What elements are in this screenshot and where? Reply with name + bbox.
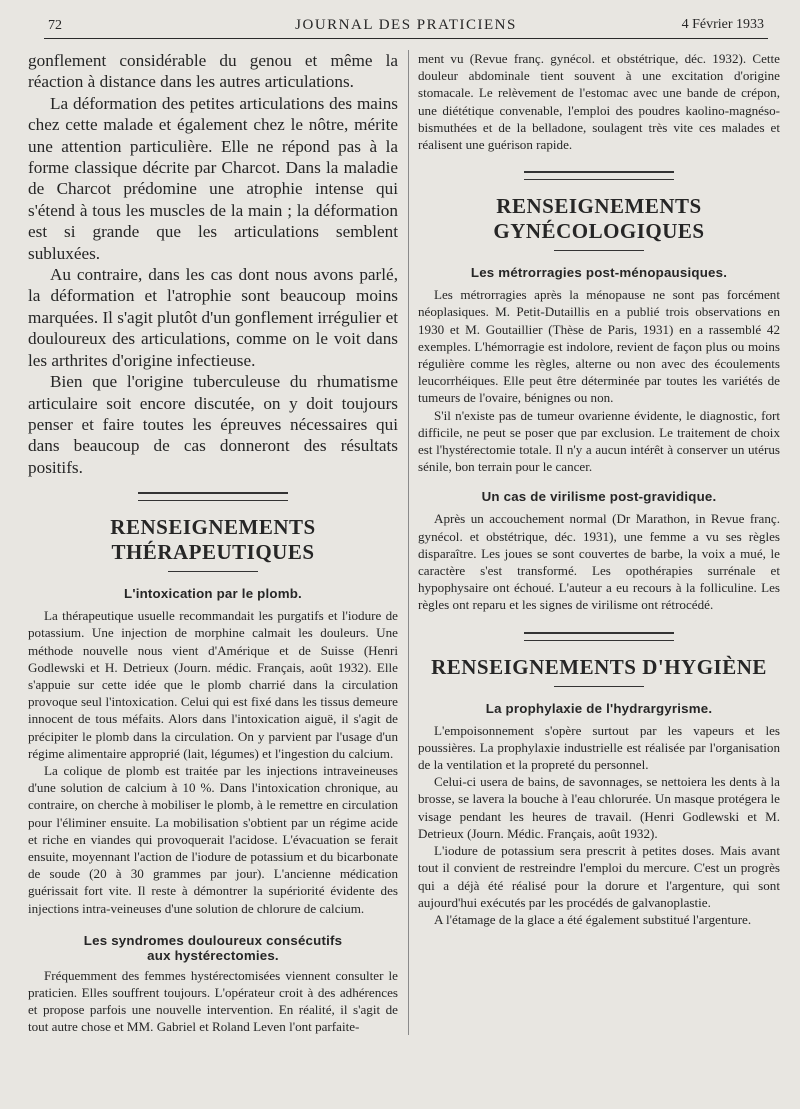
right-column — [418, 50, 780, 928]
title-underline — [554, 250, 644, 251]
subsection-title: Un cas de virilisme post-gravidique. — [481, 489, 717, 505]
article-paragraph: La thérapeutique usuelle recommandait les purgatifs et l'iodure de potassium. Une injection de morphine calmait les douleurs. Une méthode nouvelle nous vient d'Amérique et de Suisse (Henri Godlewski et H. Detrieux (Journ. médic. Français, août 1932). Elle s'appuie sur cette idée que le plomb charrié dans la circulation provoque seul l'intoxication. Celui qui est fixé dans les tissus demeure innocent de tous méfaits. Alors dans l'intoxication aiguë, il s'agit de précipiter le plomb dans la circulation. On y parvient par l'usage d'un régime alimentaire approprié (lait, légumes) et l'ingestion du calcium. — [28, 608, 398, 761]
subsection-title-line: aux hystérectomies. — [147, 947, 279, 963]
section-title-hygiene: RENSEIGNEMENTS D'HYGIÈNE — [431, 654, 767, 679]
subsection-title-line: Les syndromes douloureux consécutifs — [83, 932, 343, 948]
section-separator — [138, 492, 288, 501]
subsection-title: L'intoxication par le plomb. — [124, 586, 302, 602]
subsection-title: Les métrorragies post-ménopausiques. — [470, 265, 728, 281]
journal-title: JOURNAL DES PRATICIENS — [295, 17, 517, 33]
article-paragraph: Après un accouchement normal (Dr Marathon, in Revue franç. gynécol. et obstétrique, déc. 1931), une femme a vu ses règles disparaître. Les joues se sont couvertes de barbe, la voix a mué, le caractère s'est transformé. Les opothérapies surrénale et hypophysaire ont échoué. L'auteur a eu recours à la folliculine. Les règles ont reparu et les signes de virilisme ont rétrocédé. — [418, 511, 780, 613]
article-paragraph: L'empoisonnement s'opère surtout par les vapeurs et les poussières. La prophylaxie industrielle est réalisée par l'organisation de la ventilation et la propreté du personnel. — [418, 722, 780, 773]
virilisme-article — [418, 510, 780, 613]
article-paragraph: Les métrorragies après la ménopause ne sont pas forcément néoplasiques. M. Petit-Dutaillis en a publié trois observations en 1930 et M. Goutaillier (Thèse de Paris, 1931) en a rassemblé 42 exemples. L'hémorragie est indolore, revient de façon plus ou moins régulière comme les règles, alterne ou non avec des écoulements leucorrhéiques. Elle peut être déterminée par toutes les variétés de tumeurs de l'ovaire, bénignes ou non. — [418, 287, 780, 406]
article-paragraph: A l'étamage de la glace a été également substitué l'argenture. — [434, 911, 752, 927]
section-separator — [524, 171, 674, 180]
article-paragraph: Fréquemment des femmes hystérectomisées viennent consulter le praticien. Elles souffrent toujours. L'opérateur croit à des adhérences et propose parfois une nouvelle intervention. En réalité, il s'agit de tout autre chose et MM. Gabriel et Roland Leven l'ont parfaite- — [28, 967, 398, 1035]
metrorragies-article — [418, 286, 780, 475]
intro-article — [28, 50, 398, 478]
page-number: 72 — [48, 18, 62, 33]
issue-date: 4 Février 1933 — [681, 17, 764, 32]
left-column — [28, 50, 398, 1036]
subsection-title: La prophylaxie de l'hydrargyrisme. — [485, 700, 713, 716]
continuation-article — [418, 50, 780, 153]
hysterectomie-article — [28, 967, 398, 1036]
article-paragraph: La déformation des petites articulations des mains chez cette malade et également chez le nôtre, mérite une attention particulière. Elle ne répond pas à la forme classique décrite par Charcot. Dans la maladie de Charcot prédomine une atrophie intense qui s'étend à tous les muscles de la main ; la déformation est si grande que les articulations semblent subluxées. — [28, 93, 398, 263]
column-divider — [408, 50, 409, 1035]
article-paragraph: L'iodure de potassium sera prescrit à petites doses. Mais avant tout il convient de restreindre l'emploi du mercure. C'est un progrès qui a déjà été réalisé pour la dorure et l'argenture, qui sont aujourd'hui exécutés par les procédés de galvanoplastie. — [418, 843, 780, 910]
hydrargyrisme-article — [418, 722, 780, 928]
article-paragraph: gonflement considérable du genou et même la réaction à distance dans les autres articulations. — [28, 51, 398, 92]
section-title-therapeutiques: RENSEIGNEMENTS THÉRAPEUTIQUES — [110, 515, 316, 565]
article-paragraph: Celui-ci usera de bains, de savonnages, se nettoiera les dents à la brosse, se lavera la bouche à l'eau chlorurée. Un masque protégera le visage pendant les heures de travail. (Henri Godlewski et M. Detrieux (Journ. Médic. Français, août 1932). — [418, 774, 780, 841]
title-underline — [554, 686, 644, 687]
section-title-gynecologiques: RENSEIGNEMENTS GYNÉCOLOGIQUES — [493, 194, 705, 244]
section-separator — [524, 632, 674, 641]
article-paragraph: Bien que l'origine tuberculeuse du rhumatisme articulaire soit encore discutée, on y doit toujours penser et faire toutes les épreuves nécessaires qui dans beaucoup de cas donneront des résultats positifs. — [28, 372, 398, 477]
title-underline — [168, 571, 258, 572]
subsection-title — [28, 933, 398, 963]
plomb-article — [28, 607, 398, 917]
article-paragraph: ment vu (Revue franç. gynécol. et obstétrique, déc. 1932). Cette douleur abdominale tient souvent à une excitation d'origine stomacale. Le relèvement de l'estomac avec une bande de crépon, une diététique convenable, l'emploi des poudres kaolino-magnéso-bismuthées et de la belladone, soulagent très vite ces malades et réalisent une guérison rapide. — [418, 51, 780, 153]
article-paragraph: Au contraire, dans les cas dont nous avons parlé, la déformation et l'atrophie sont beaucoup moins marquées. Il s'agit plutôt d'un gonflement irrégulier et douloureux des articulations, comme on le voit dans les arthrites d'origine infectieuse. — [28, 265, 398, 370]
running-header — [44, 14, 768, 39]
article-paragraph: La colique de plomb est traitée par les injections intraveineuses d'une solution de calcium à 10 %. Dans l'intoxication chronique, au contraire, on cherche à mobiliser le plomb, à le remettre en circulation pour l'éliminer ensuite. La mobilisation s'obtient par un régime acide et riche en viandes qui provoquerait l'acidose. L'évacuation se ferait ensuite, moyennant l'action de l'iodure de potassium et du bicarbonate de soude (20 à 30 grammes par jour). L'ancienne médication guérissait fort vite. Il reste à démontrer la supériorité évidente des injections intra-veineuses d'une solution de chlorure de calcium. — [28, 762, 398, 916]
article-paragraph: S'il n'existe pas de tumeur ovarienne évidente, le diagnostic, fort difficile, ne peut se poser que par exclusion. Le traitement de choix est l'hystérectomie totale. Il n'y a aucun intérêt à conserver un utérus sénile, bon terrain pour le cancer. — [418, 407, 780, 475]
